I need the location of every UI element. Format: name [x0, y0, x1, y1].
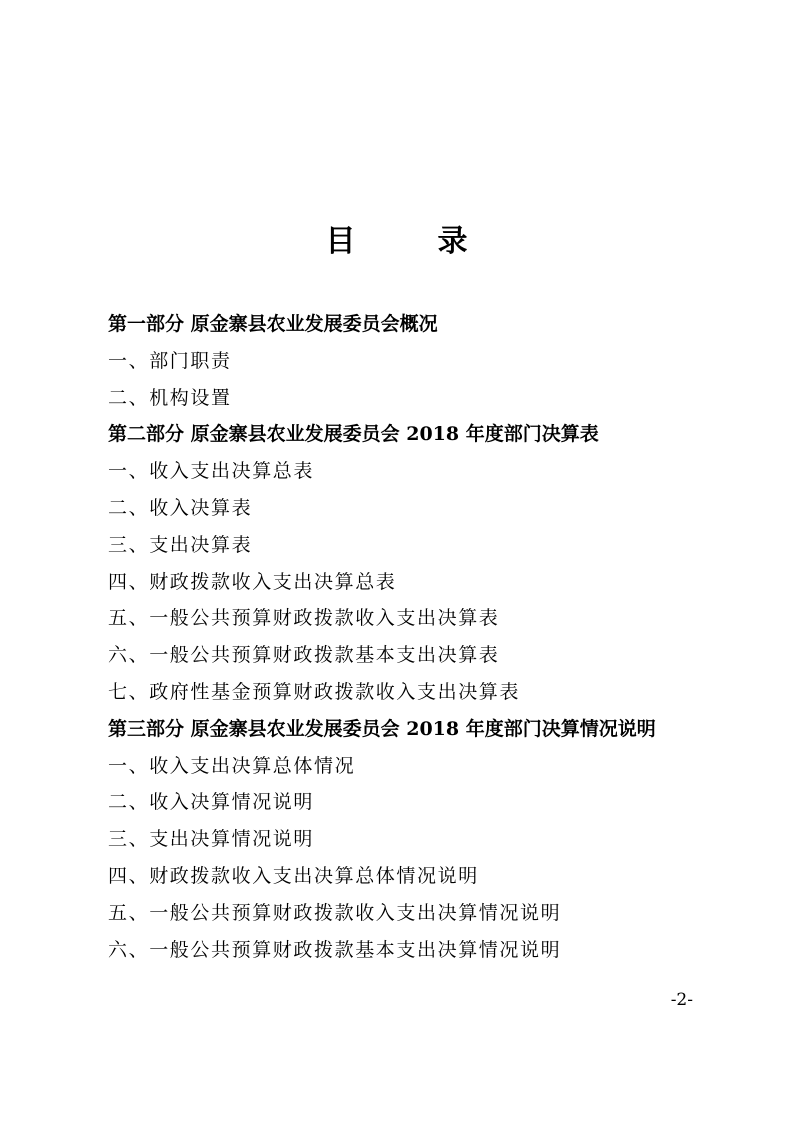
toc-item: 六、一般公共预算财政拨款基本支出决算表 — [108, 644, 500, 667]
toc-item: 五、一般公共预算财政拨款收入支出决算情况说明 — [108, 901, 562, 924]
toc-item: 五、一般公共预算财政拨款收入支出决算表 — [108, 607, 500, 630]
toc-part-3: 第三部分 原金寨县农业发展委员会 2018 年度部门决算情况说明 — [108, 717, 656, 740]
toc-item: 四、财政拨款收入支出决算总体情况说明 — [108, 864, 479, 887]
toc-item: 六、一般公共预算财政拨款基本支出决算情况说明 — [108, 938, 562, 961]
table-of-contents — [108, 306, 748, 968]
toc-item: 二、收入决算表 — [108, 496, 253, 519]
toc-item: 二、收入决算情况说明 — [108, 791, 315, 814]
toc-item: 一、收入支出决算总表 — [108, 460, 315, 483]
toc-part-1: 第一部分 原金寨县农业发展委员会概况 — [108, 313, 438, 335]
toc-item: 二、机构设置 — [108, 386, 232, 409]
toc-item: 一、收入支出决算总体情况 — [108, 754, 356, 777]
toc-item: 三、支出决算表 — [108, 533, 253, 556]
toc-item: 四、财政拨款收入支出决算总表 — [108, 570, 397, 593]
page-number: -2- — [670, 990, 693, 1010]
toc-part-2: 第二部分 原金寨县农业发展委员会 2018 年度部门决算表 — [108, 423, 599, 446]
toc-item: 一、部门职责 — [108, 349, 232, 372]
page-title: 目 录 — [325, 224, 494, 259]
toc-item: 七、政府性基金预算财政拨款收入支出决算表 — [108, 680, 521, 703]
toc-item: 三、支出决算情况说明 — [108, 828, 315, 851]
